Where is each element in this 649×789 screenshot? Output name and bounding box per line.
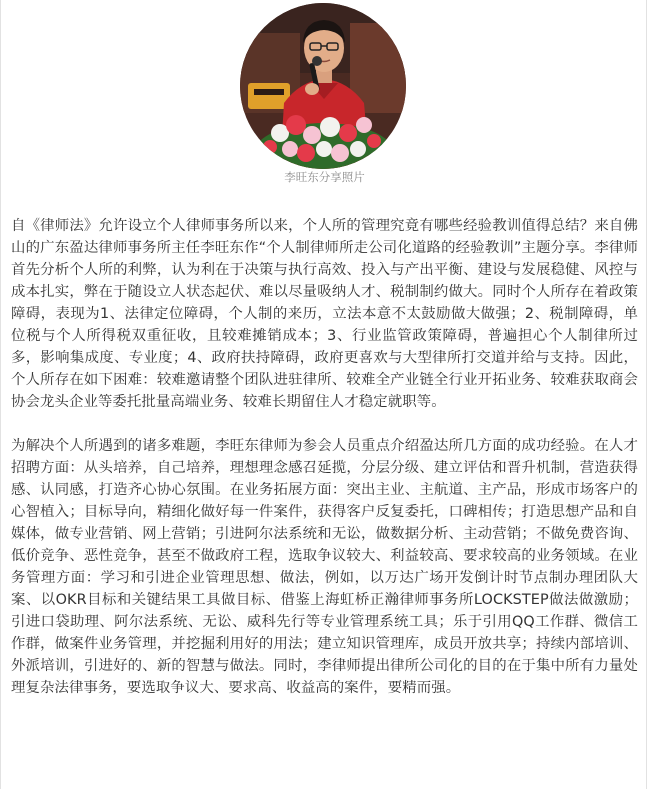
paragraph-intro: 自《律师法》允许设立个人律师事务所以来，个人所的管理究竟有哪些经验教训值得总结？来自佛山的广东盈达律师事务所主任李旺东作“个人制律师所走公司化道路的经验教训”主题分享。李律师首先分析个人所的利弊，认为利在于决策与执行高效、投入与产出平衡、建设与发展稳健、风控与成本扎实，弊在于随设立人状态起伏、难以尽量吸纳人才、税制制约做大。同时个人所存在着政策障碍，表现为1、法律定位障碍，个人制的来历，立法本意不太鼓励做大做强；2、税制障碍，单位税与个人所得税双重征收，且较难摊销成本；3、行业监管政策障碍，普遍担心个人制律所过多，影响集成度、专业度；4、政府扶持障碍，政府更喜欢与大型律所打交道并给与支持。因此，个人所存在如下困难：较难邀请整个团队进驻律所、较难全产业链全行业开拓业务、较难获取商会协会龙头企业等委托批量高端业务、较难长期留住人才稳定就职等。 xyxy=(11,218,638,410)
speaker-photo-image xyxy=(240,3,406,169)
article-body xyxy=(11,215,638,699)
paragraph-experience: 为解决个人所遇到的诸多难题，李旺东律师为参会人员重点介绍盈达所几方面的成功经验。在人才招聘方面：从头培养，自己培养，理想理念感召延揽，分层分级、建立评估和晋升机制，营造获得感、认同感，打造齐心协心氛围。在业务拓展方面：突出主业、主航道、主产品，形成市场客户的心智植入；目标导向，精细化做好每一件案件，获得客户反复委托，口碑相传；打造思想产品和自媒体，做专业营销、网上营销；引进阿尔法系统和无讼，做数据分析、主动营销；不做免费咨询、低价竞争、恶性竞争，甚至不做政府工程，选取争议较大、利益较高、要求较高的业务领域。在业务管理方面：学习和引进企业管理思想、做法，例如，以万达广场开发倒计时节点制办理团队大案、以OKR目标和关键结果工具做目标、借鉴上海虹桥正瀚律师事务所LOCKSTEP做法做激励；引进口袋助理、阿尔法系统、无讼、威科先行等专业管理系统工具；乐于引用QQ工作群、微信工作群，做案件业务管理，并挖掘利用好的用法；建立知识管理库，成员开放共享；持续内部培训、外派培训，引进好的、新的智慧与做法。同时，李律师提出律所公司化的目的在于集中所有力量处理复杂法律事务，要选取争议大、要求高、收益高的案件，要精而强。 xyxy=(11,438,638,696)
speaker-photo xyxy=(240,3,406,169)
photo-caption: 李旺东分享照片 xyxy=(284,170,365,184)
